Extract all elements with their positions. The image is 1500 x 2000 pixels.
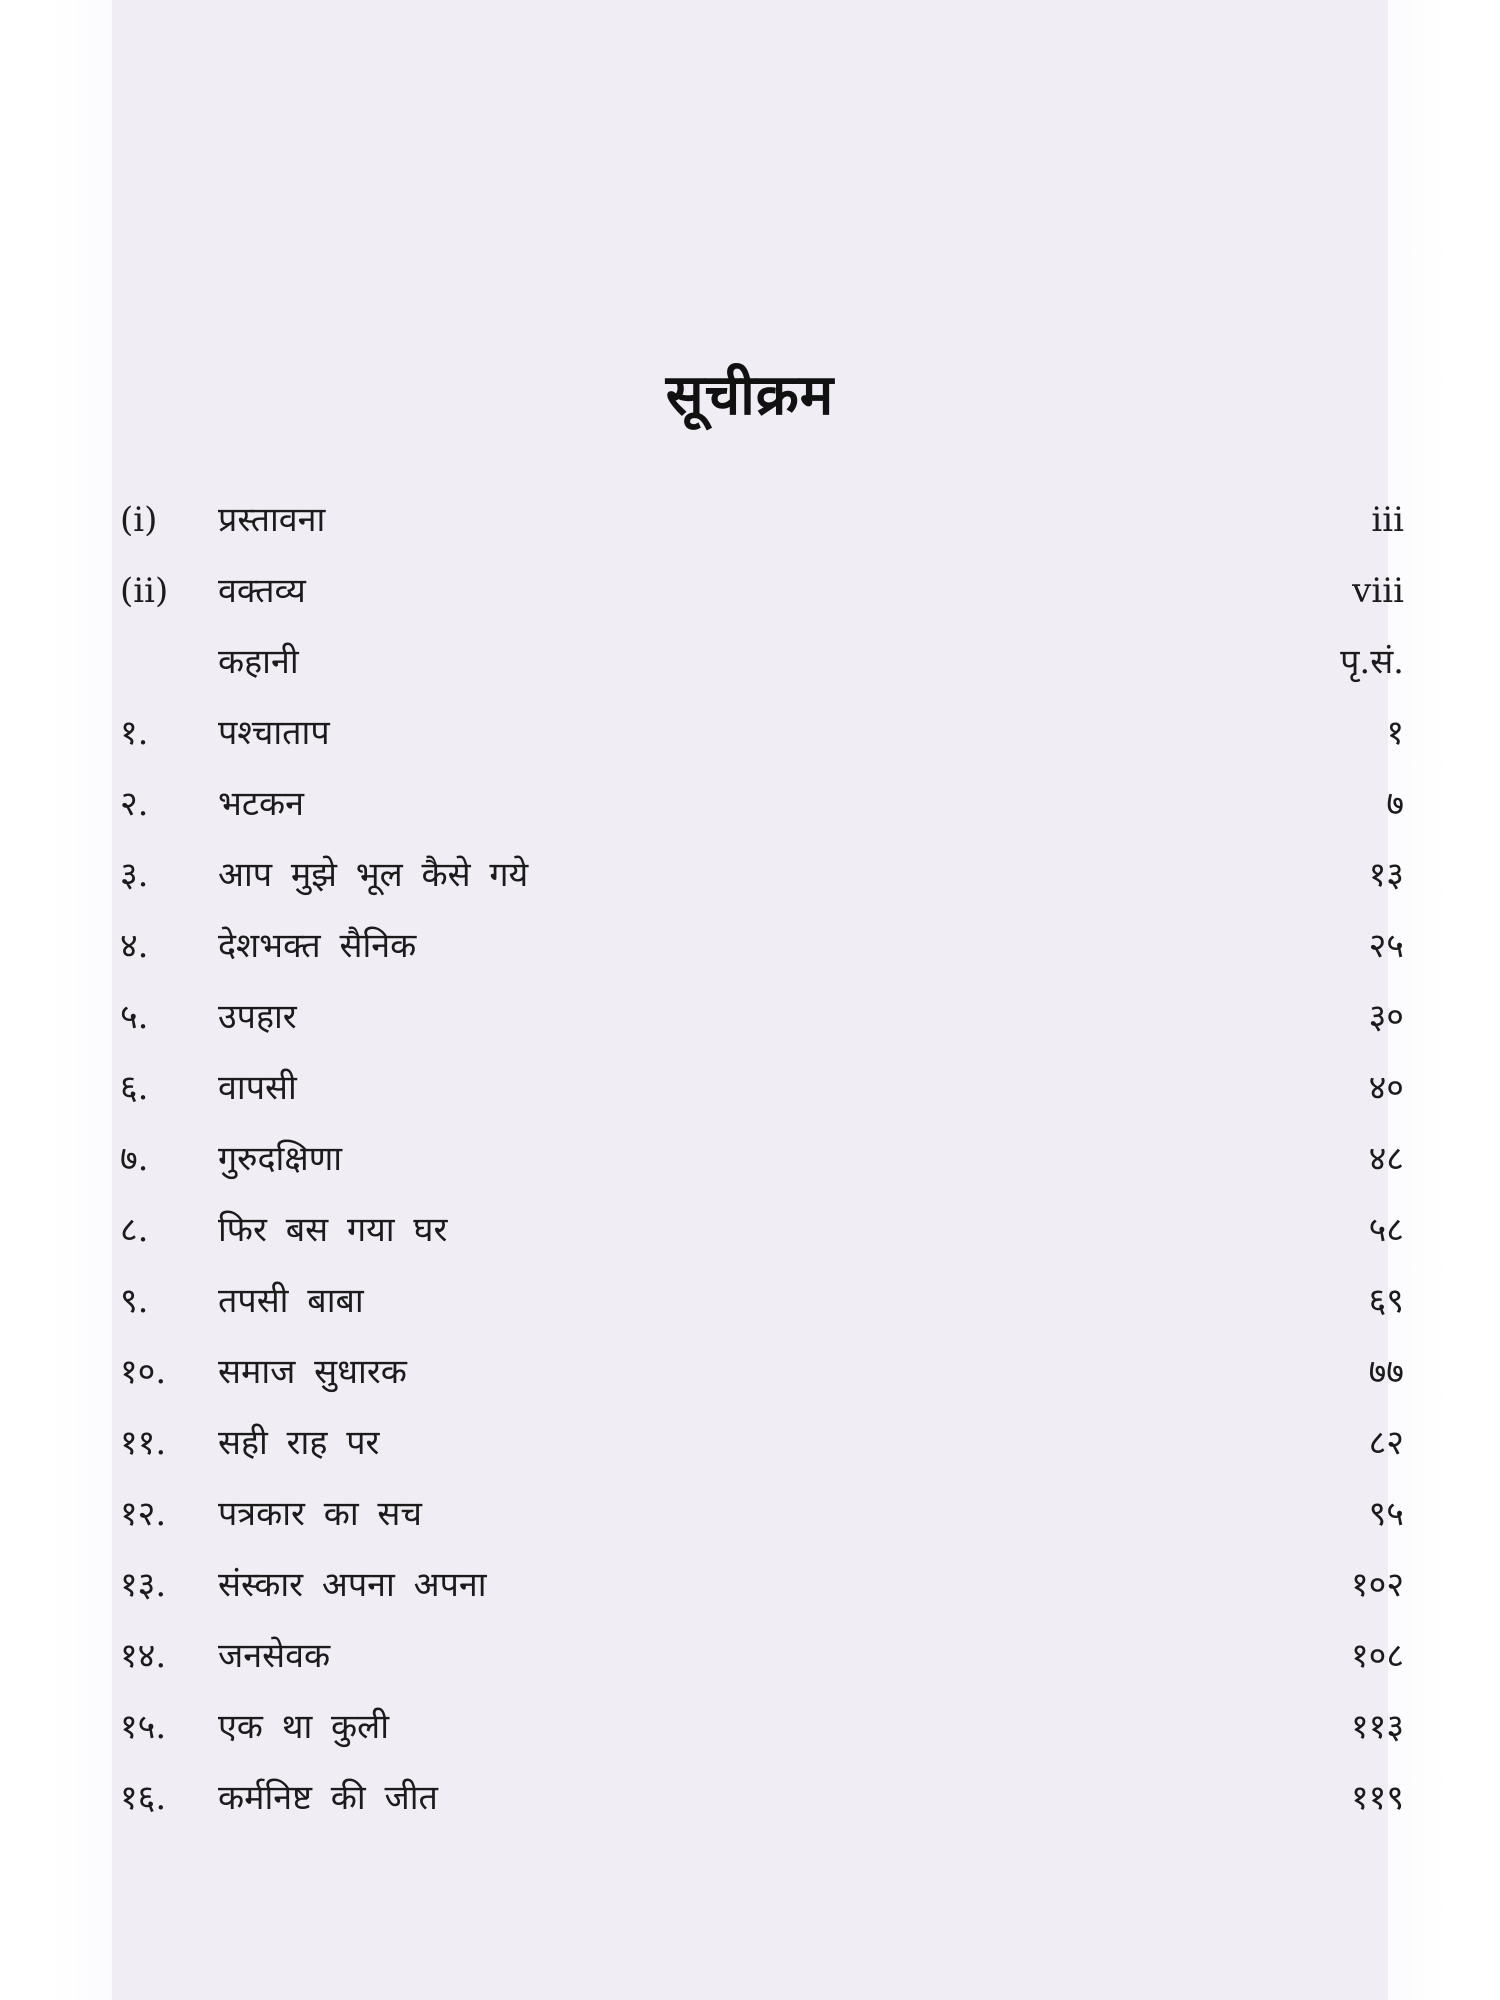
- toc-row: [0, 1129, 1500, 1189]
- toc-page-number: ३०: [1368, 997, 1404, 1037]
- toc-row: [0, 1413, 1500, 1473]
- toc-row: [0, 1058, 1500, 1118]
- toc-page-number: १३: [1368, 855, 1404, 895]
- toc-page-number: ४०: [1368, 1068, 1404, 1108]
- toc-number: ३.: [120, 855, 149, 895]
- toc-number: १५.: [120, 1707, 167, 1747]
- toc-row: [0, 987, 1500, 1047]
- toc-page-number: ५८: [1368, 1210, 1404, 1250]
- toc-title: गुरुदक्षिणा: [218, 1139, 343, 1179]
- toc-number: १४.: [120, 1636, 167, 1676]
- toc-number: ४.: [120, 926, 149, 966]
- toc-title: तपसी बाबा: [218, 1281, 364, 1321]
- toc-row: [0, 703, 1500, 763]
- toc-title: पश्चाताप: [218, 713, 330, 753]
- toc-page-number: १०२: [1350, 1565, 1404, 1605]
- toc-row: [0, 1342, 1500, 1402]
- toc-page-number: iii: [1371, 500, 1404, 540]
- toc-row: [0, 632, 1500, 692]
- toc-row: [0, 1768, 1500, 1828]
- toc-row: [0, 1626, 1500, 1686]
- toc-title: वक्तव्य: [218, 571, 306, 611]
- toc-page-number: ७: [1386, 784, 1404, 824]
- toc-title: आप मुझे भूल कैसे गये: [218, 855, 529, 895]
- toc-title: सही राह पर: [218, 1423, 380, 1463]
- toc-title: एक था कुली: [218, 1707, 390, 1747]
- toc-number: ६.: [120, 1068, 149, 1108]
- toc-number: ८.: [120, 1210, 149, 1250]
- toc-page-number: ७७: [1368, 1352, 1404, 1392]
- toc-number: १२.: [120, 1494, 167, 1534]
- toc-page-number: viii: [1352, 571, 1404, 611]
- toc-number: ५.: [120, 997, 149, 1037]
- toc-number: १३.: [120, 1565, 167, 1605]
- toc-row: [0, 1484, 1500, 1544]
- toc-row: [0, 1555, 1500, 1615]
- toc-page-number: १०८: [1350, 1636, 1404, 1676]
- toc-title: पत्रकार का सच: [218, 1494, 423, 1534]
- toc-page-number: २५: [1368, 926, 1404, 966]
- toc-page-number: ४८: [1368, 1139, 1404, 1179]
- toc-title: वापसी: [218, 1068, 297, 1108]
- toc-row: [0, 1200, 1500, 1260]
- toc-title: प्रस्तावना: [218, 500, 326, 540]
- toc-row: [0, 1697, 1500, 1757]
- toc-title: फिर बस गया घर: [218, 1210, 448, 1250]
- toc-number: २.: [120, 784, 149, 824]
- toc-number: ९.: [120, 1281, 149, 1321]
- toc-title: कर्मनिष्ट की जीत: [218, 1778, 438, 1818]
- toc-number: ११.: [120, 1423, 167, 1463]
- toc-page-number: ९५: [1368, 1494, 1404, 1534]
- toc-page-number: ११९: [1350, 1778, 1404, 1818]
- toc-title: समाज सुधारक: [218, 1352, 407, 1392]
- toc-number: १.: [120, 713, 149, 753]
- toc-page-number: ८२: [1368, 1423, 1404, 1463]
- toc-page-number: १: [1386, 713, 1404, 753]
- toc-title: देशभक्त सैनिक: [218, 926, 417, 966]
- page-title: सूचीक्रम: [665, 363, 835, 428]
- toc-number: ७.: [120, 1139, 149, 1179]
- toc-title: जनसेवक: [218, 1636, 331, 1676]
- toc-title: उपहार: [218, 997, 297, 1037]
- toc-number: (ii): [120, 571, 169, 611]
- toc-number: १०.: [120, 1352, 167, 1392]
- toc-title: संस्कार अपना अपना: [218, 1565, 487, 1605]
- toc-row: [0, 774, 1500, 834]
- toc-title: भटकन: [218, 784, 305, 824]
- toc-row: [0, 1271, 1500, 1331]
- toc-row: [0, 561, 1500, 621]
- toc-page-number: ११३: [1350, 1707, 1404, 1747]
- toc-row: [0, 845, 1500, 905]
- toc-title: कहानी: [218, 642, 299, 682]
- toc-row: [0, 916, 1500, 976]
- toc-number: १६.: [120, 1778, 167, 1818]
- toc-page-number: पृ.सं.: [1340, 642, 1404, 682]
- toc-number: (i): [120, 500, 158, 540]
- toc-row: [0, 490, 1500, 550]
- toc-page-number: ६९: [1368, 1281, 1404, 1321]
